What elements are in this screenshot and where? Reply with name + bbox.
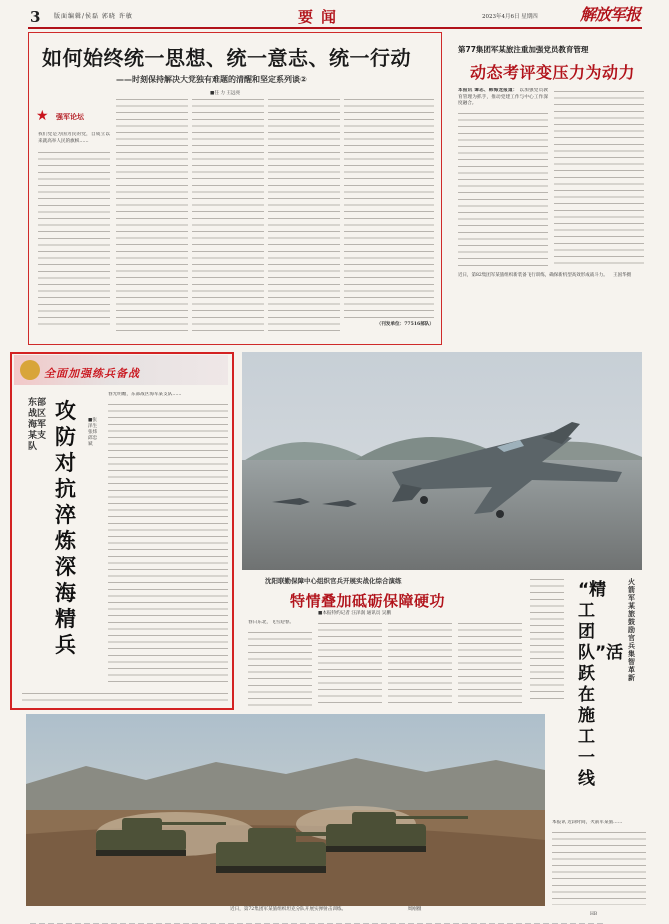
text-lines bbox=[108, 401, 228, 687]
tank-photo-credit: 周刚摄 bbox=[407, 907, 422, 912]
lead-body-col-5 bbox=[344, 96, 434, 332]
section-banner-label: 全面加强练兵备战 bbox=[44, 367, 140, 380]
middle-byline: ■本报特约记者 汪泽润 通讯员 吴鹏 bbox=[318, 611, 392, 616]
lead-body-col-4 bbox=[268, 96, 340, 334]
right-top-col-1 bbox=[458, 88, 548, 268]
text-lines bbox=[388, 620, 452, 706]
text-lines bbox=[554, 88, 644, 264]
middle-col-1 bbox=[248, 620, 312, 708]
column-badge bbox=[36, 108, 106, 128]
text-lines bbox=[38, 149, 110, 329]
left-body-col bbox=[108, 392, 228, 692]
left-body-tail bbox=[22, 690, 228, 706]
newspaper-logo: 解放军报 bbox=[580, 5, 641, 24]
left-excerpt: 春光明媚，东部战区海军某支队…… bbox=[108, 392, 182, 397]
header-rule bbox=[28, 27, 642, 29]
middle-headline[interactable]: 特情叠加砥砺保障硬功 bbox=[290, 592, 446, 610]
middle-col-4 bbox=[458, 620, 522, 708]
left-headline[interactable]: 攻防对抗淬炼深海精兵 bbox=[55, 399, 76, 657]
right-vertical-col bbox=[530, 576, 564, 706]
emblem-icon bbox=[20, 360, 40, 380]
text-lines bbox=[552, 829, 646, 905]
page-meta: 版面编辑/侯磊 郭晓 许敏 bbox=[54, 13, 133, 20]
text-lines bbox=[268, 96, 340, 332]
lead-headline[interactable]: 如何始终统一思想、统一意志、统一行动 bbox=[42, 46, 411, 70]
tank-photo-caption bbox=[230, 906, 421, 912]
right-top-kicker: 第77集团军某旅注重加强党员教育管理 bbox=[458, 45, 589, 54]
photo-caption-text: 近日，第82集团军某旅组织新装备飞行训练，确保新机型高效形成战斗力。 bbox=[458, 273, 608, 278]
column-badge-label: 强军论坛 bbox=[56, 113, 84, 121]
footer-code: HB bbox=[590, 912, 598, 917]
tank-photo bbox=[26, 714, 545, 906]
lead-body-col-3 bbox=[192, 96, 264, 334]
middle-col-2 bbox=[318, 620, 382, 708]
photo-credit: 王国华摄 bbox=[613, 273, 632, 278]
right-vertical-body bbox=[552, 820, 646, 906]
right-top-headline[interactable]: 动态考评变压力为动力 bbox=[470, 63, 636, 82]
text-lines bbox=[458, 110, 548, 268]
text-lines bbox=[458, 620, 522, 706]
middle-col-3 bbox=[388, 620, 452, 708]
text-lines bbox=[22, 690, 228, 704]
text-lines bbox=[192, 96, 264, 332]
photo-caption bbox=[458, 272, 648, 278]
text-lines bbox=[248, 629, 312, 708]
left-byline: ■张泽生 张炜 邱忠斌 bbox=[88, 418, 98, 447]
page-number: 3 bbox=[30, 8, 41, 26]
footer-pattern bbox=[30, 914, 630, 922]
lead-body-col-2 bbox=[116, 96, 188, 334]
tank-caption-text: 近日，第72集团军某旅组织坦克分队开展实弹射击训练。 bbox=[230, 907, 347, 912]
middle-excerpt: 春日东北，飞雪迎春。 bbox=[248, 620, 294, 625]
right-vertical-excerpt: 本报讯 近段时间，火箭军某旅…… bbox=[552, 820, 623, 825]
section-name: 要闻 bbox=[298, 8, 345, 26]
lead-excerpt: 我们党是为国为民的党，自成立以来就高举人民的旗帜…… bbox=[38, 132, 110, 144]
text-lines bbox=[530, 576, 564, 704]
date-line: 2023年4月6日 星期四 bbox=[482, 14, 538, 20]
text-lines bbox=[116, 96, 188, 332]
lead-signoff: （刊发单位：77516部队） bbox=[376, 322, 434, 327]
left-kicker: 东部战区海军某支队 bbox=[28, 398, 47, 452]
right-vertical-headline[interactable]: “精工团队”活跃在施工一线 bbox=[578, 580, 624, 789]
middle-kicker: 沈阳联勤保障中心组织官兵开展实战化综合演练 bbox=[265, 577, 402, 585]
lead-body-col-1 bbox=[38, 132, 110, 332]
right-vertical-kicker: 火箭军某旅鼓励官兵集智革新 bbox=[628, 578, 635, 682]
masthead bbox=[0, 0, 669, 30]
star-icon: ★ bbox=[36, 108, 49, 124]
right-top-excerpt: 以加强党员教育管理为抓手，推动党建工作与中心工作深度融合。 bbox=[458, 88, 548, 107]
right-top-byline: 本报讯 谭志、韩海龙报道： bbox=[458, 88, 518, 93]
lead-subhead: ——时刻保持解决大党独有难题的清醒和坚定系列谈② bbox=[116, 75, 307, 84]
right-top-col-2 bbox=[554, 88, 644, 268]
lead-byline: ■任 力 王远亮 bbox=[210, 91, 241, 96]
text-lines bbox=[344, 96, 434, 322]
fighter-jet-photo bbox=[242, 352, 642, 570]
text-lines bbox=[318, 620, 382, 706]
